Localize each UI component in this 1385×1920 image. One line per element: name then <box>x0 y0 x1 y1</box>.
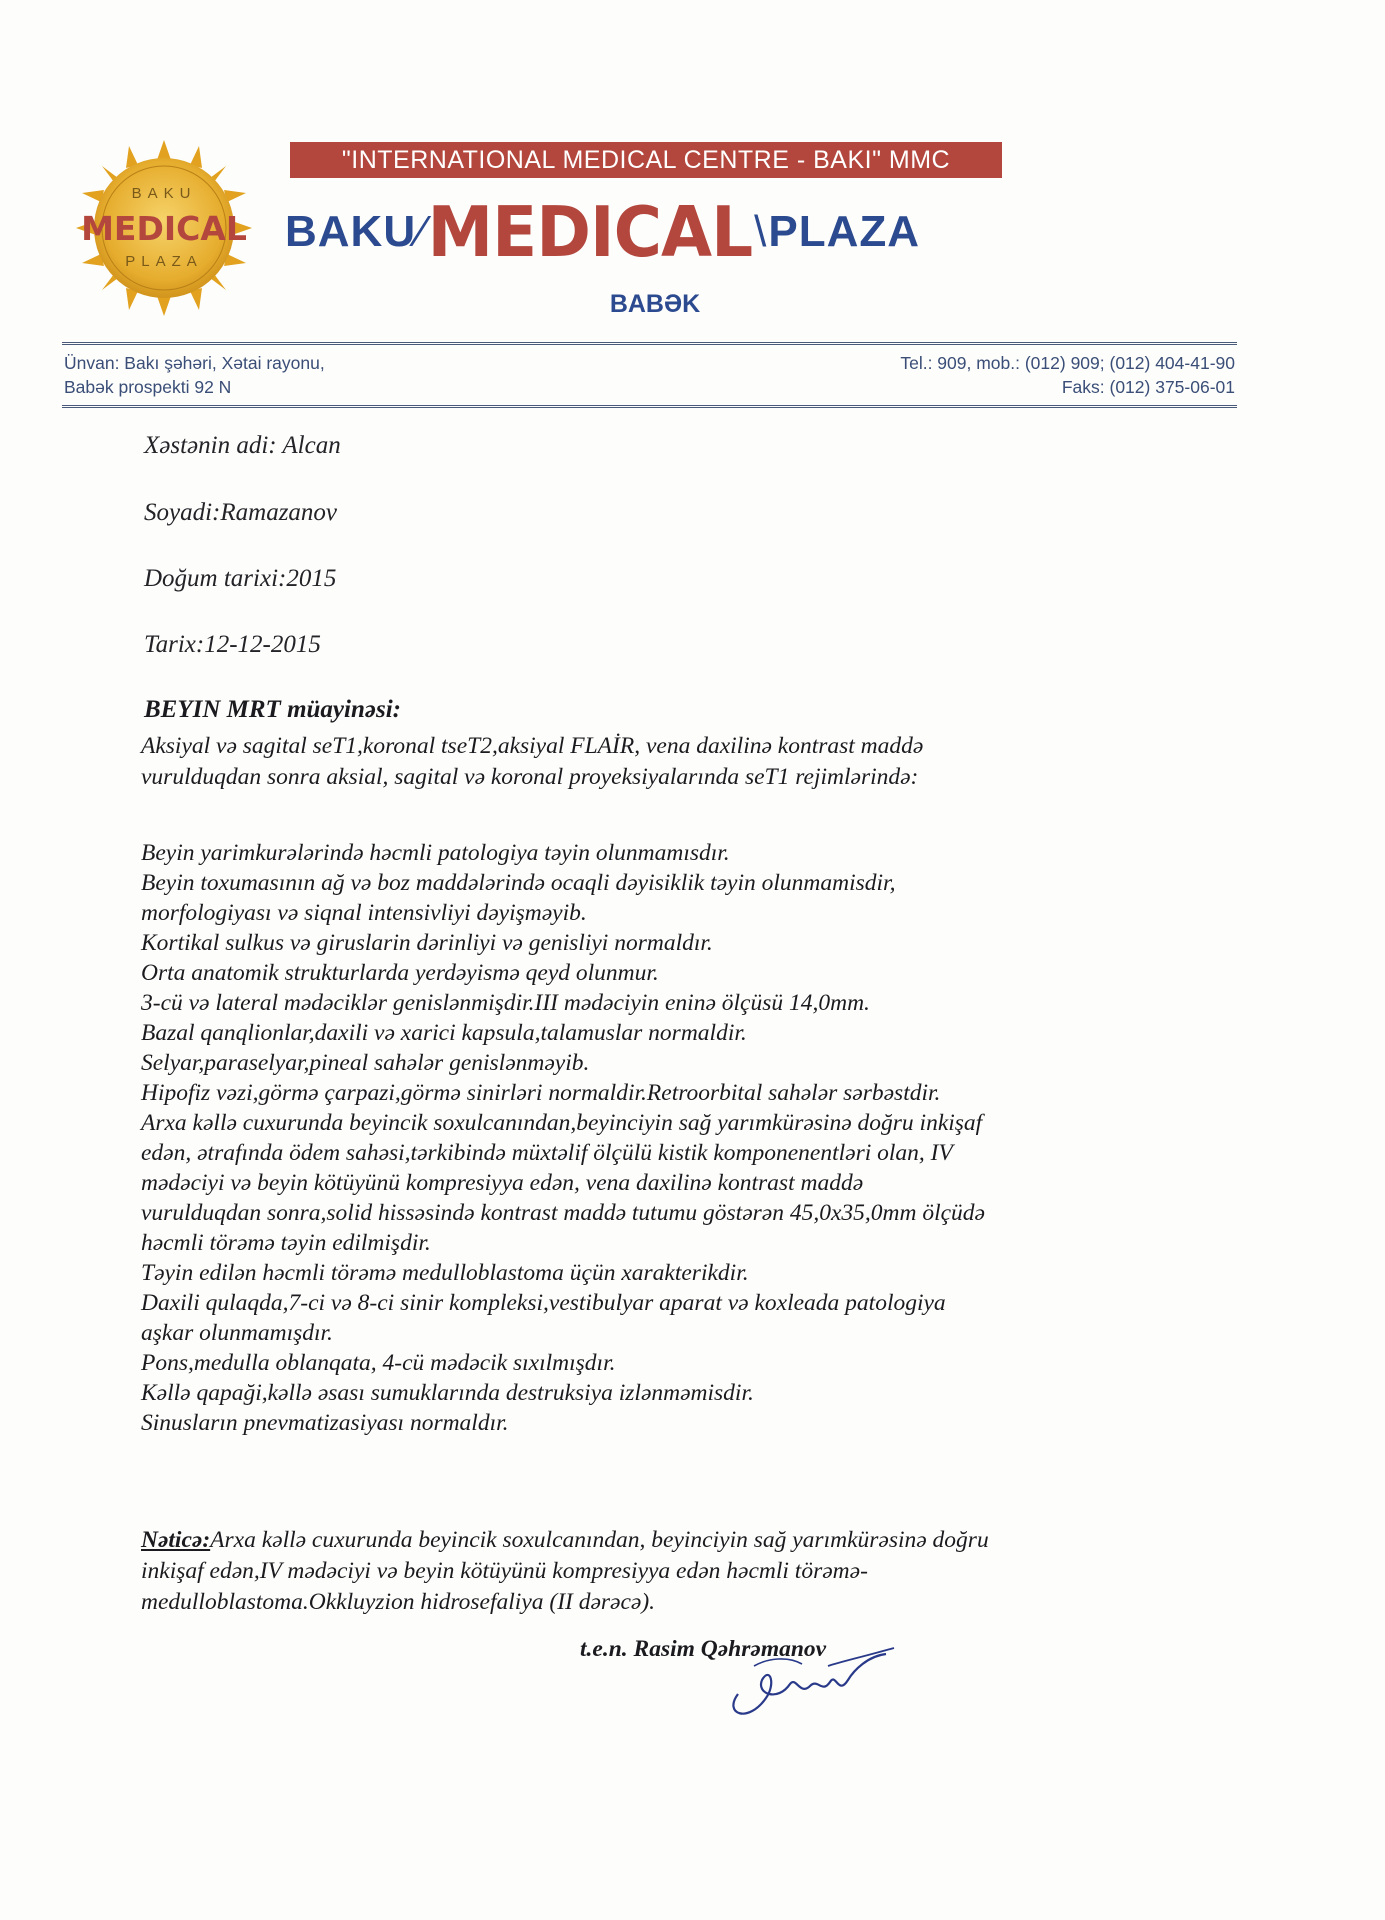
conclusion-text: Arxa kəllə cuxurunda beyincik soxulcanından, beyinciyin sağ yarımkürəsinə doğru <box>210 1527 989 1553</box>
brand-logo <box>285 182 1020 282</box>
conclusion-line: inkişaf edən,IV mədəciyi və beyin kötüyünü kompresiyya edən həcmli törəmə- <box>141 1558 868 1584</box>
header-top-rule <box>62 342 1237 345</box>
finding-line: Kəllə qapaği,kəllə əsası sumuklarında destruksiya izlənməmisdir. <box>141 1380 754 1406</box>
finding-line: Orta anatomik strukturlarda yerdəyismə qeyd olunmur. <box>141 960 659 986</box>
seal-bottom-text: PLAZA <box>125 253 203 270</box>
report-date: Tarix:12-12-2015 <box>144 631 321 658</box>
brand-word-plaza: PLAZA <box>768 207 921 256</box>
conclusion-line <box>141 1525 1181 1556</box>
finding-line: Daxili qulaqda,7-ci və 8-ci sinir kompleksi,vestibulyar aparat və koxleada patologiya <box>141 1290 946 1316</box>
finding-line: Beyin toxumasının ağ və boz maddələrində ocaqli dəyisiklik təyin olunmamisdir, <box>141 870 896 896</box>
brand-word-medical: MEDICAL <box>427 191 753 273</box>
finding-line: morfologiyası və siqnal intensivliyi dəyişməyib. <box>141 900 587 926</box>
handwritten-signature <box>718 1636 908 1726</box>
conclusion-line: medulloblastoma.Okkluyzion hidrosefaliya (II dərəcə). <box>141 1589 656 1615</box>
patient-name: Xəstənin adi: Alcan <box>144 432 341 459</box>
finding-line: edən, ətrafında ödem sahəsi,tərkibində müxtəlif ölçülü kistik komponenentləri olan, IV <box>141 1140 953 1166</box>
findings-list <box>141 838 1181 1438</box>
branch-name: BABƏK <box>609 290 701 318</box>
fax-line: Faks: (012) 375-06-01 <box>1061 377 1235 397</box>
signer-name: t.e.n. Rasim Qəhrəmanov <box>580 1636 827 1662</box>
finding-line: Hipofiz vəzi,görmə çarpazi,görmə sinirləri normaldir.Retroorbital sahələr sərbəstdir. <box>141 1080 941 1106</box>
conclusion-block <box>141 1525 1181 1618</box>
header-bottom-rule <box>62 405 1237 408</box>
finding-line: Kortikal sulkus və giruslarin dərinliyi və genisliyi normaldır. <box>141 930 713 956</box>
finding-line: mədəciyi və beyin kötüyünü kompresiyya edən, vena daxilinə kontrast maddə <box>141 1170 864 1196</box>
finding-line: Sinusların pnevmatizasiyası normaldır. <box>141 1410 509 1436</box>
protocol-line: vurulduqdan sonra aksial, sagital və koronal proyeksiyalarında seT1 rejimlərində: <box>141 764 919 790</box>
finding-line: vurulduqdan sonra,solid hissəsində kontrast maddə tutumu göstərən 45,0x35,0mm ölçüdə <box>141 1200 985 1226</box>
patient-surname: Soyadi:Ramazanov <box>144 499 338 526</box>
organization-banner: "INTERNATIONAL MEDICAL CENTRE - BAKI" MMC <box>290 142 1002 178</box>
finding-line: Arxa kəllə cuxurunda beyincik soxulcanından,beyinciyin sağ yarımkürəsinə doğru inkişaf <box>141 1110 983 1136</box>
finding-line: həcmli törəmə təyin edilmişdir. <box>141 1230 431 1256</box>
address-line-1: Ünvan: Bakı şəhəri, Xətai rayonu, <box>64 353 325 373</box>
clinic-address <box>64 351 325 399</box>
clinic-seal-logo <box>74 138 254 318</box>
address-line-2: Babək prospekti 92 N <box>64 377 232 397</box>
phone-line: Tel.: 909, mob.: (012) 909; (012) 404-41-90 <box>900 353 1235 373</box>
brand-slash-right: \ <box>754 207 767 256</box>
protocol-line: Aksiyal və sagital seT1,koronal tseT2,aksiyal FLAİR, vena daxilinə kontrast maddə <box>141 733 924 759</box>
brand-word-baku: BAKU <box>285 207 417 256</box>
clinic-contacts <box>900 351 1235 399</box>
finding-line: Pons,medulla oblanqata, 4-cü mədəcik sıxılmışdır. <box>141 1350 616 1376</box>
brand-slash-left: ⁄ <box>418 207 426 256</box>
finding-line: Bazal qanqlionlar,daxili və xarici kapsula,talamuslar normaldir. <box>141 1020 747 1046</box>
exam-protocol <box>141 731 1181 793</box>
exam-title: BEYIN MRT müayinəsi: <box>144 696 401 723</box>
finding-line: Selyar,paraselyar,pineal sahələr genislənməyib. <box>141 1050 590 1076</box>
patient-birth: Doğum tarixi:2015 <box>144 565 337 592</box>
finding-line: aşkar olunmamışdır. <box>141 1320 333 1346</box>
finding-line: Təyin edilən həcmli törəmə medulloblastoma üçün xarakterikdir. <box>141 1260 749 1286</box>
seal-middle-text: MEDICAL <box>81 209 247 248</box>
conclusion-label: Nəticə: <box>141 1527 211 1553</box>
finding-line: Beyin yarimkurələrində həcmli patologiya təyin olunmamısdır. <box>141 840 730 866</box>
seal-top-text: BAKU <box>131 185 197 202</box>
finding-line: 3-cü və lateral mədəciklər genislənmişdir.III mədəciyin eninə ölçüsü 14,0mm. <box>141 990 870 1016</box>
